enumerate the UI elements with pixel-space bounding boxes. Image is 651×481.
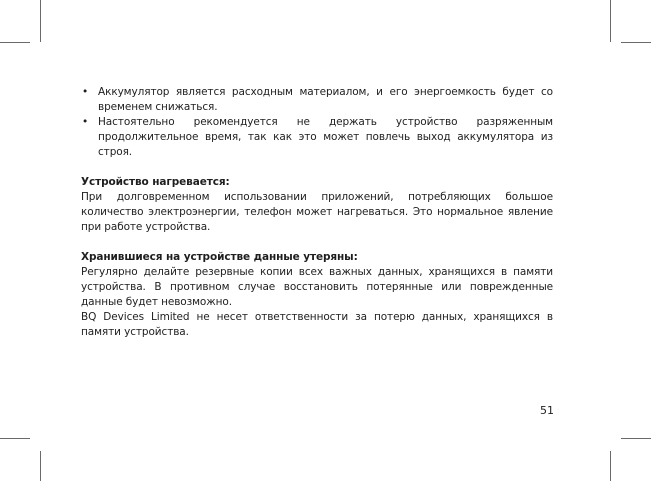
- list-item-text: Аккумулятор является расходным материалом, и его энергоемкость будет со временем снижаться.: [98, 86, 553, 113]
- crop-mark-bottom-left: [40, 451, 41, 481]
- bullet-icon: •: [82, 86, 89, 98]
- page-number: 51: [540, 404, 554, 417]
- page-content: [81, 85, 553, 340]
- list-item-text: Настоятельно рекомендуется не держать устройство разряженным продолжительное время, так как это может повлечь выход аккумулятора из строя.: [98, 116, 553, 158]
- section-paragraph: При долговременном использовании приложений, потребляющих большое количество электроэнергии, телефон может нагреваться. Это нормальное явление при работе устройства.: [81, 191, 553, 233]
- section-paragraph: BQ Devices Limited не несет ответственности за потерю данных, хранящихся в памяти устройства.: [81, 311, 553, 338]
- section-heading: Хранившиеся на устройстве данные утеряны:: [81, 251, 358, 263]
- crop-mark-top-right-horizontal: [621, 42, 651, 43]
- bullet-icon: •: [82, 116, 89, 128]
- crop-mark-bottom-right-horizontal: [621, 438, 651, 439]
- section-heading: Устройство нагревается:: [81, 176, 230, 188]
- crop-mark-top-left-horizontal: [0, 42, 30, 43]
- list-item: [81, 85, 553, 115]
- list-item: [81, 115, 553, 160]
- crop-mark-bottom-left-horizontal: [0, 438, 30, 439]
- crop-mark-top-right: [610, 0, 611, 42]
- section-device-heats: [81, 175, 553, 235]
- section-data-lost: [81, 250, 553, 340]
- battery-notes-list: [81, 85, 553, 160]
- crop-mark-bottom-right: [610, 451, 611, 481]
- crop-mark-top-left: [40, 0, 41, 42]
- section-paragraph: Регулярно делайте резервные копии всех важных данных, хранящихся в памяти устройства. В противном случае восстановить потерянные или поврежденные данные будет невозможно.: [81, 266, 553, 308]
